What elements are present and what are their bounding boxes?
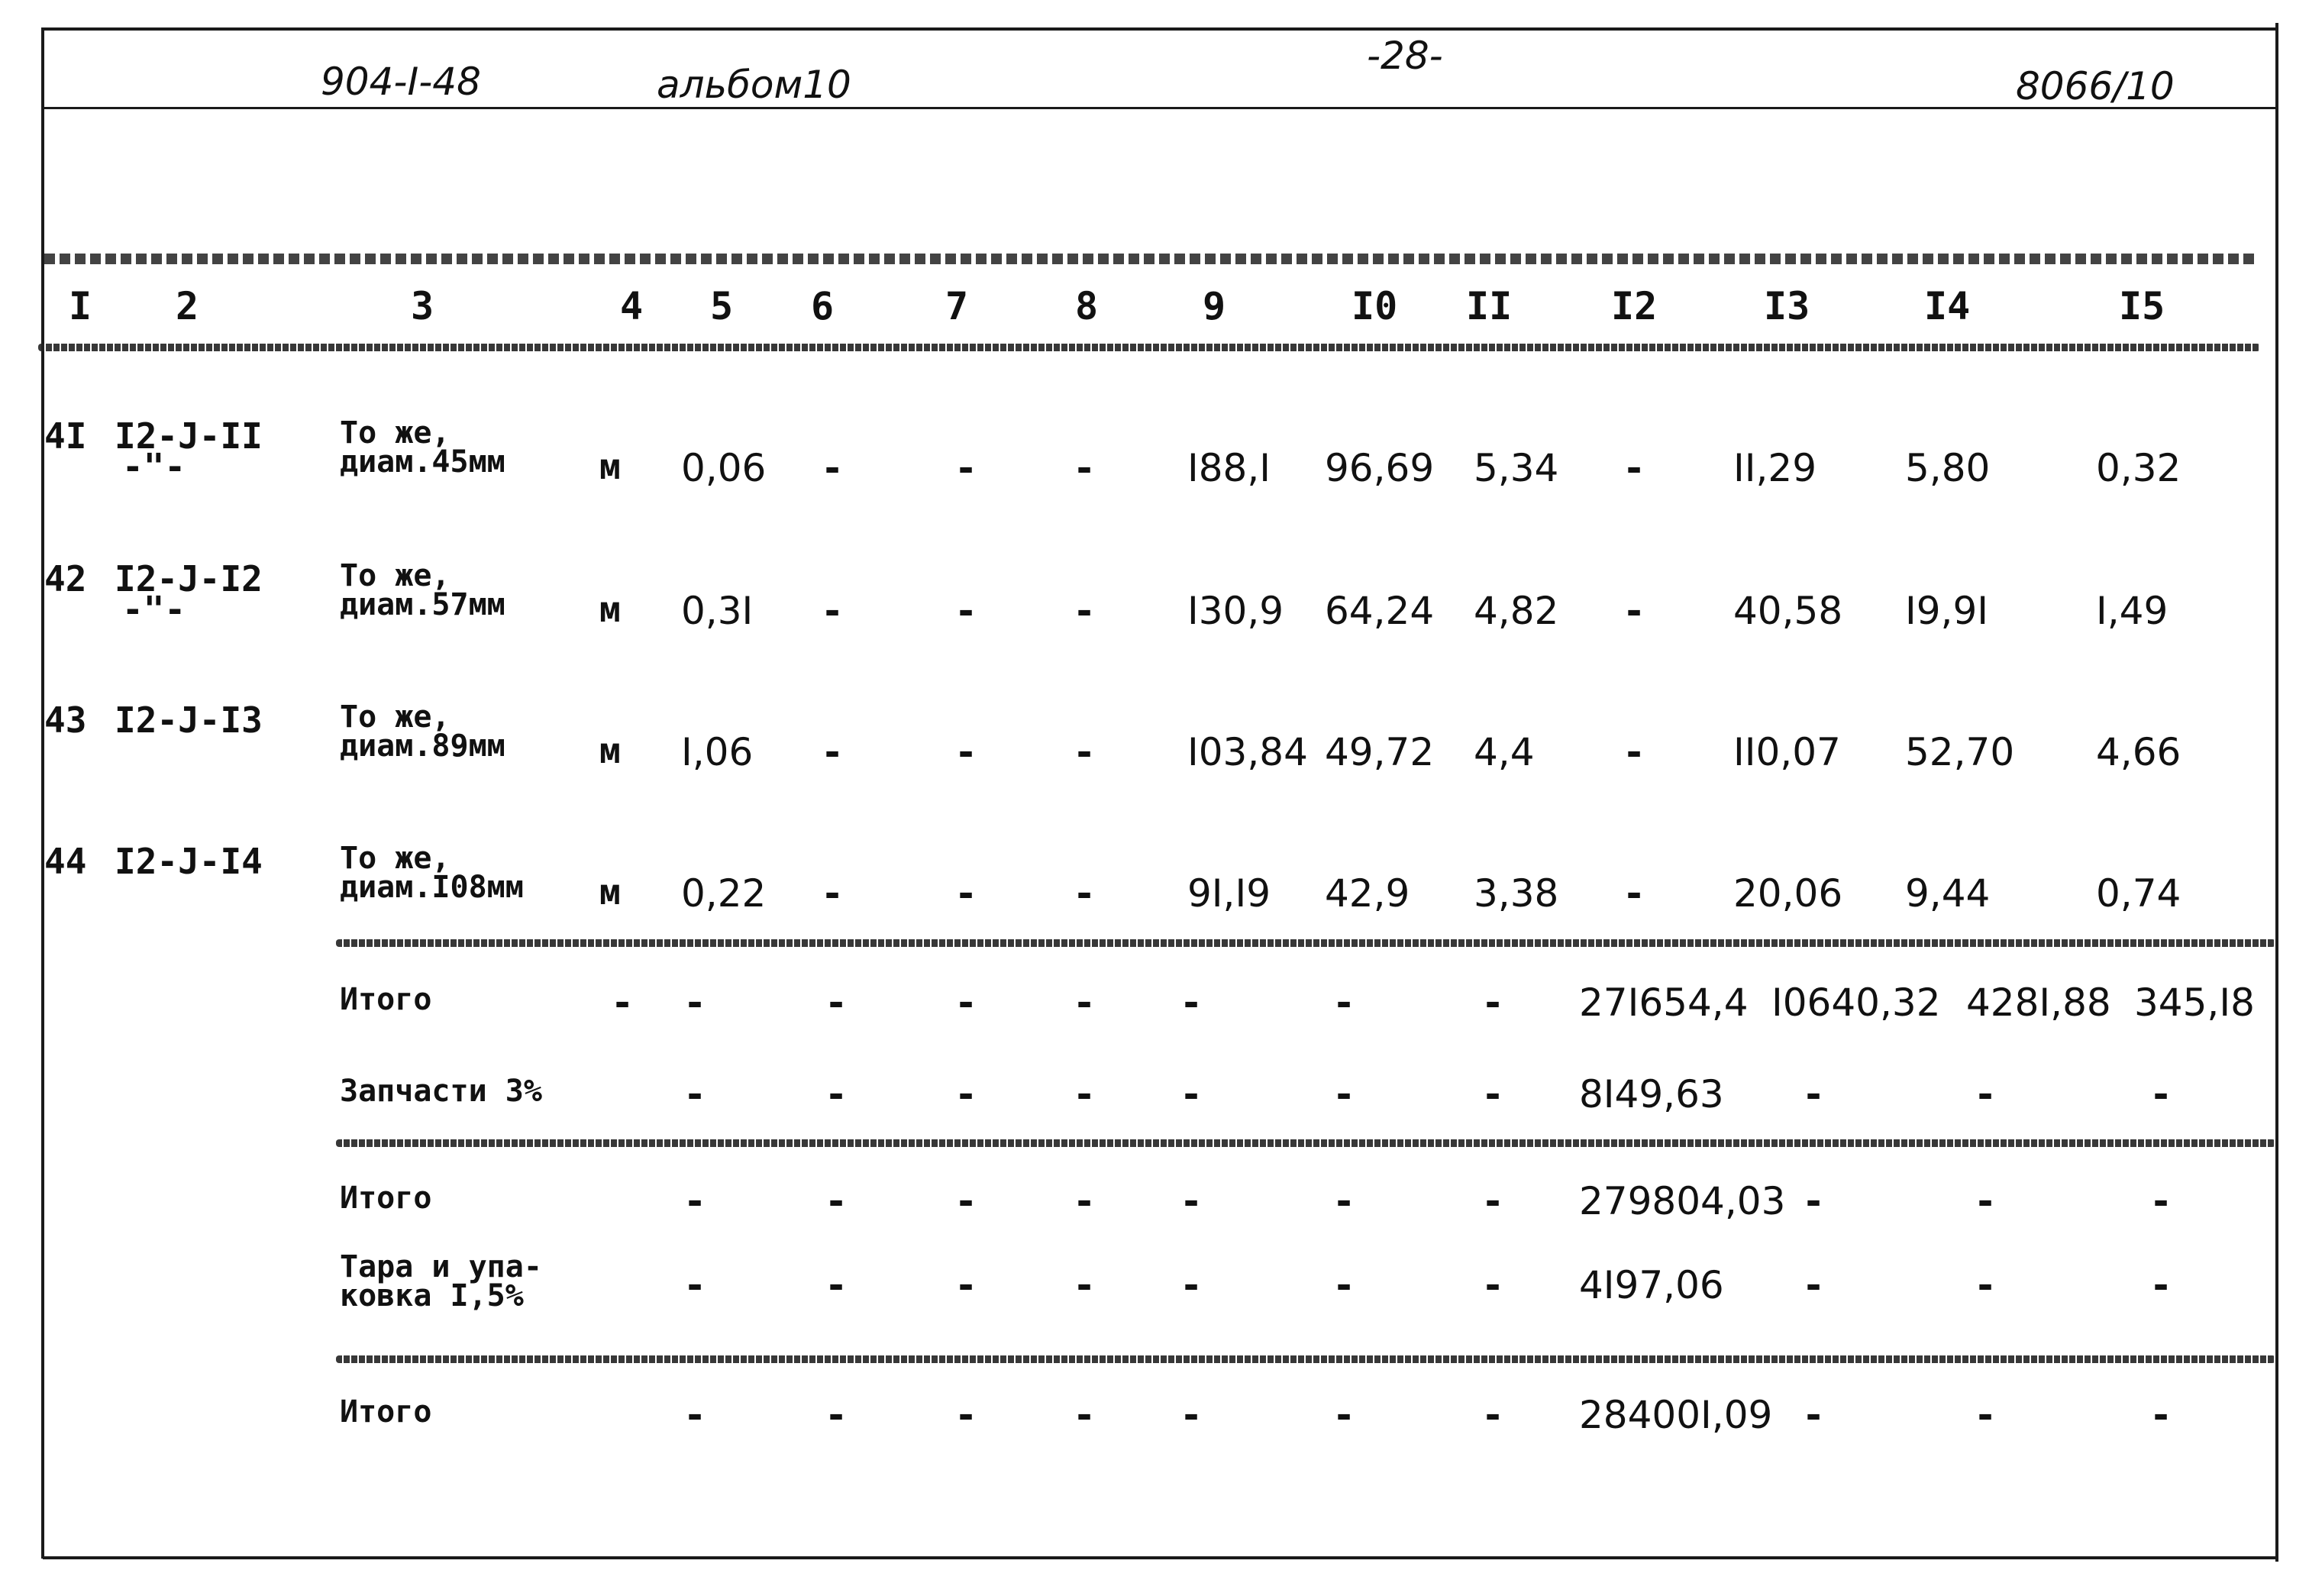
cell-col10: 49,72 xyxy=(1325,730,1435,774)
summary-c6: - xyxy=(825,981,848,1025)
column-header-4: 4 xyxy=(620,284,644,328)
cell-col5: I,06 xyxy=(681,730,754,774)
summary-col13: - xyxy=(1802,1393,1826,1437)
summary-c9: - xyxy=(1180,981,1203,1025)
ditto-mark: -"- xyxy=(122,589,186,630)
column-header-1: I xyxy=(69,284,92,328)
cell-col12: - xyxy=(1623,730,1646,774)
summary-col15: - xyxy=(2149,1393,2173,1437)
summary-c7: - xyxy=(954,1393,978,1437)
summary-c10: - xyxy=(1332,1179,1356,1223)
cell-col6: - xyxy=(821,871,844,916)
summary-c11: - xyxy=(1481,1263,1505,1307)
summary-c8: - xyxy=(1073,1263,1096,1307)
description-line-2: диам.I08мм xyxy=(340,870,524,905)
row-number: 44 xyxy=(44,841,87,882)
cell-col13: II0,07 xyxy=(1733,730,1841,774)
cell-col12: - xyxy=(1623,446,1646,490)
frame-bottom-border xyxy=(43,1556,2277,1559)
summary-c9: - xyxy=(1180,1179,1203,1223)
summary-c5: - xyxy=(683,1263,707,1307)
summary-c7: - xyxy=(954,1179,978,1223)
summary-c6: - xyxy=(825,1179,848,1223)
cell-col12: - xyxy=(1623,871,1646,916)
cell-col14: 52,70 xyxy=(1905,730,2015,774)
cell-col15: I,49 xyxy=(2096,589,2169,633)
summary-label: Итого xyxy=(340,1394,432,1430)
column-header-8: 8 xyxy=(1075,284,1099,328)
cell-col15: 0,74 xyxy=(2096,871,2181,916)
cell-col13: 20,06 xyxy=(1733,871,1843,916)
summary-col14: - xyxy=(1974,1263,1997,1307)
item-code: I2-J-I4 xyxy=(115,841,263,882)
cell-col8: - xyxy=(1073,589,1096,633)
unit: м xyxy=(599,589,621,630)
unit: м xyxy=(599,871,621,913)
cell-col8: - xyxy=(1073,730,1096,774)
column-header-12: I2 xyxy=(1611,284,1658,328)
summary-c10: - xyxy=(1332,1263,1356,1307)
cell-col7: - xyxy=(954,730,978,774)
summary-c7: - xyxy=(954,981,978,1025)
summary-c8: - xyxy=(1073,1393,1096,1437)
summary-col15: - xyxy=(2149,1072,2173,1116)
summary-c10: - xyxy=(1332,981,1356,1025)
cell-col10: 42,9 xyxy=(1325,871,1410,916)
summary-c5: - xyxy=(683,1072,707,1116)
cell-col15: 4,66 xyxy=(2096,730,2181,774)
summary-col15: - xyxy=(2149,1179,2173,1223)
column-header-14: I4 xyxy=(1924,284,1971,328)
summary-col14: 428I,88 xyxy=(1966,981,2111,1025)
cell-col8: - xyxy=(1073,871,1096,916)
column-header-5: 5 xyxy=(710,284,734,328)
column-header-2: 2 xyxy=(176,284,199,328)
cell-col12: - xyxy=(1623,589,1646,633)
summary-c10: - xyxy=(1332,1072,1356,1116)
summary-c5: - xyxy=(683,981,707,1025)
item-code: I2-J-I3 xyxy=(115,699,263,741)
header-divider xyxy=(44,107,2275,109)
cell-col9: I88,I xyxy=(1187,446,1271,490)
summary-label-line-2: ковка I,5% xyxy=(340,1278,524,1313)
summary-c6: - xyxy=(825,1263,848,1307)
cell-col9: I30,9 xyxy=(1187,589,1284,633)
item-code: I2-J-I2 xyxy=(115,558,263,599)
column-header-10: I0 xyxy=(1351,284,1398,328)
row-number: 42 xyxy=(44,558,87,599)
summary-col13: - xyxy=(1802,1179,1826,1223)
unit: м xyxy=(599,730,621,771)
header-wavy-rule xyxy=(38,344,2260,351)
cell-col10: 64,24 xyxy=(1325,589,1435,633)
page-number: -28- xyxy=(1367,34,1443,78)
summary-c6: - xyxy=(825,1393,848,1437)
cell-col13: II,29 xyxy=(1733,446,1817,490)
cell-col13: 40,58 xyxy=(1733,589,1843,633)
summary-col13: I0640,32 xyxy=(1771,981,1941,1025)
cell-col7: - xyxy=(954,589,978,633)
frame-top-border xyxy=(43,27,2277,31)
summary-wavy-rule-1 xyxy=(336,1139,2275,1147)
album-label: альбом10 xyxy=(657,63,851,107)
column-header-15: I5 xyxy=(2119,284,2165,328)
column-header-11: II xyxy=(1466,284,1513,328)
summary-total: 28400I,09 xyxy=(1579,1393,1773,1437)
summary-c5: - xyxy=(683,1393,707,1437)
cell-col11: 4,82 xyxy=(1474,589,1559,633)
summary-c10: - xyxy=(1332,1393,1356,1437)
unit: м xyxy=(599,446,621,487)
description-line-1: То же, xyxy=(340,558,450,593)
cell-col6: - xyxy=(821,446,844,490)
cell-col5: 0,22 xyxy=(681,871,767,916)
row-wavy-rule-1 xyxy=(336,939,2275,947)
summary-c8: - xyxy=(1073,1072,1096,1116)
column-header-rule xyxy=(44,254,2259,264)
row-number: 4I xyxy=(44,415,87,457)
cell-col7: - xyxy=(954,871,978,916)
frame-right-border xyxy=(2275,23,2278,1562)
summary-c5: - xyxy=(683,1179,707,1223)
summary-c7: - xyxy=(954,1263,978,1307)
description-line-1: То же, xyxy=(340,699,450,735)
cell-col7: - xyxy=(954,446,978,490)
summary-c11: - xyxy=(1481,981,1505,1025)
summary-total: 27I654,4 xyxy=(1579,981,1749,1025)
summary-c11: - xyxy=(1481,1393,1505,1437)
summary-col14: - xyxy=(1974,1072,1997,1116)
summary-col14: - xyxy=(1974,1179,1997,1223)
cell-col9: I03,84 xyxy=(1187,730,1308,774)
column-header-6: 6 xyxy=(811,284,835,328)
cell-col5: 0,3I xyxy=(681,589,754,633)
summary-col13: - xyxy=(1802,1072,1826,1116)
summary-label: Запчасти 3% xyxy=(340,1074,542,1109)
summary-label: Итого xyxy=(340,982,432,1017)
summary-c8: - xyxy=(1073,981,1096,1025)
description-line-2: диам.45мм xyxy=(340,444,505,480)
series-code: 904-I-48 xyxy=(321,60,481,104)
summary-c6: - xyxy=(825,1072,848,1116)
summary-c7: - xyxy=(954,1072,978,1116)
cell-col11: 4,4 xyxy=(1474,730,1535,774)
row-number: 43 xyxy=(44,699,87,741)
summary-total: 279804,03 xyxy=(1579,1179,1786,1223)
cell-col14: 9,44 xyxy=(1905,871,1991,916)
summary-total: 8I49,63 xyxy=(1579,1072,1724,1116)
summary-c9: - xyxy=(1180,1072,1203,1116)
cell-col11: 5,34 xyxy=(1474,446,1559,490)
summary-wavy-rule-2 xyxy=(336,1355,2275,1363)
summary-c9: - xyxy=(1180,1263,1203,1307)
summary-c4: - xyxy=(611,981,635,1025)
column-header-3: 3 xyxy=(411,284,434,328)
summary-total: 4I97,06 xyxy=(1579,1263,1724,1307)
summary-col15: 345,I8 xyxy=(2134,981,2255,1025)
item-code: I2-J-II xyxy=(115,415,263,457)
cell-col5: 0,06 xyxy=(681,446,767,490)
sheet-code: 8066/10 xyxy=(2016,64,2175,108)
description-line-1: То же, xyxy=(340,841,450,876)
cell-col14: 5,80 xyxy=(1905,446,1991,490)
cell-col15: 0,32 xyxy=(2096,446,2181,490)
description-line-1: То же, xyxy=(340,415,450,451)
summary-col13: - xyxy=(1802,1263,1826,1307)
summary-label: Итого xyxy=(340,1181,432,1216)
cell-col14: I9,9I xyxy=(1905,589,1989,633)
summary-c11: - xyxy=(1481,1179,1505,1223)
summary-label: Тара и упа- xyxy=(340,1249,542,1284)
cell-col6: - xyxy=(821,589,844,633)
summary-col15: - xyxy=(2149,1263,2173,1307)
summary-c11: - xyxy=(1481,1072,1505,1116)
cell-col10: 96,69 xyxy=(1325,446,1435,490)
cell-col9: 9I,I9 xyxy=(1187,871,1271,916)
description-line-2: диам.89мм xyxy=(340,729,505,764)
description-line-2: диам.57мм xyxy=(340,587,505,622)
column-header-9: 9 xyxy=(1203,284,1226,328)
cell-col6: - xyxy=(821,730,844,774)
summary-col14: - xyxy=(1974,1393,1997,1437)
column-header-7: 7 xyxy=(945,284,969,328)
cell-col8: - xyxy=(1073,446,1096,490)
summary-c9: - xyxy=(1180,1393,1203,1437)
column-header-13: I3 xyxy=(1764,284,1810,328)
summary-c8: - xyxy=(1073,1179,1096,1223)
ditto-mark: -"- xyxy=(122,446,186,487)
cell-col11: 3,38 xyxy=(1474,871,1559,916)
